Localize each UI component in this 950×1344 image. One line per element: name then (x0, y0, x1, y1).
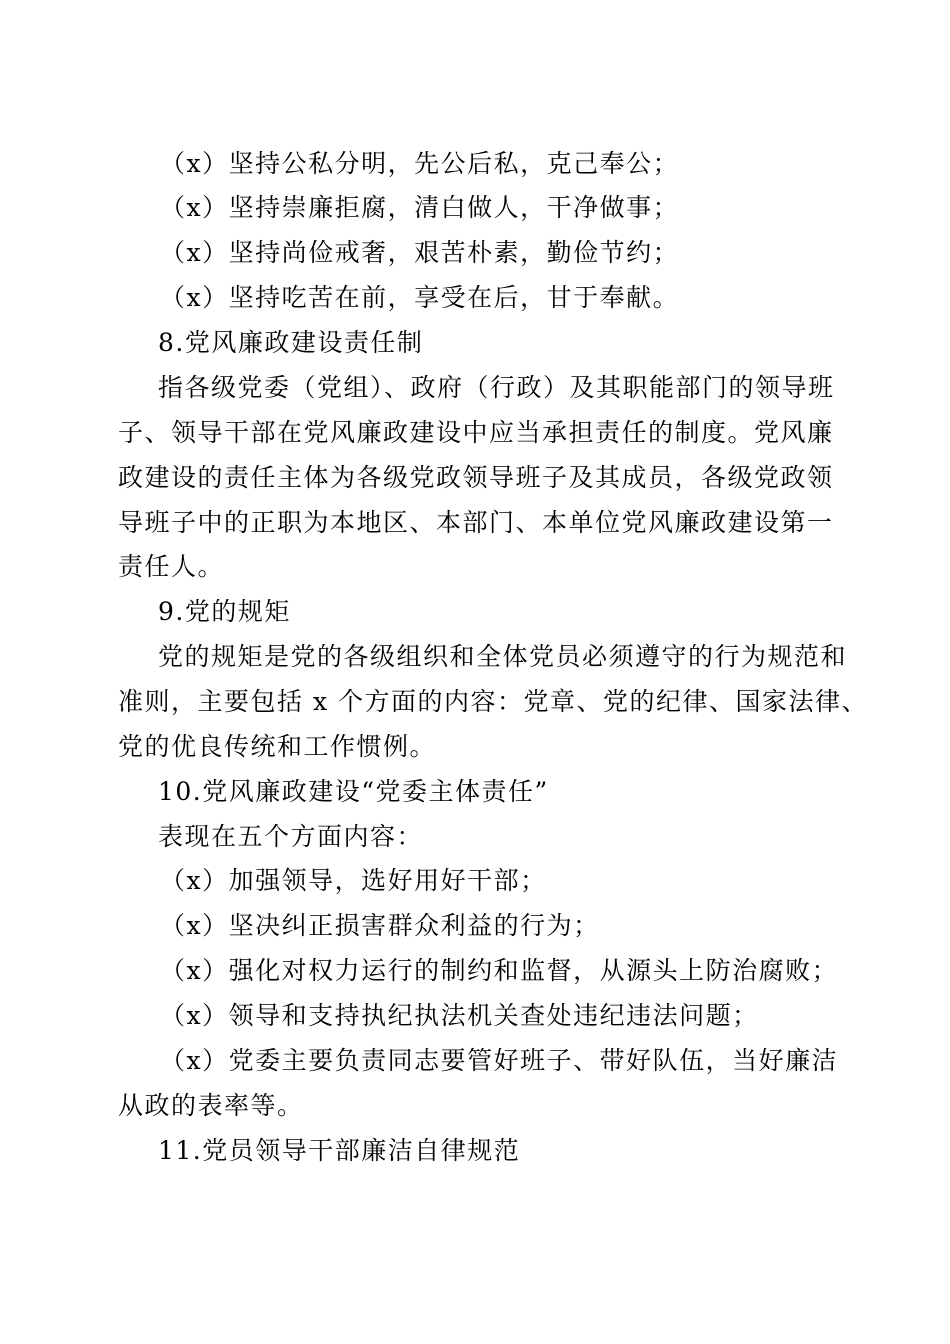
list-item-dedication: （x）坚持吃苦在前，享受在后，甘于奉献。 (160, 283, 680, 312)
list-item-integrity: （x）坚持崇廉拒腐，清白做人，干净做事； (160, 193, 680, 222)
list-item: （x）坚决纠正损害群众利益的行为； (160, 911, 600, 940)
paragraph-line: 子、领导干部在党风廉政建设中应当承担责任的制度。党风廉 (118, 418, 834, 447)
section-heading-10: 10.党风廉政建设“党委主体责任” (158, 777, 549, 806)
list-item: （x）领导和支持执纪执法机关查处违纪违法问题； (160, 1001, 759, 1030)
section-heading-11: 11.党员领导干部廉洁自律规范 (158, 1136, 521, 1165)
paragraph-line: 准则，主要包括 x 个方面的内容：党章、党的纪律、国家法律、 (118, 687, 868, 716)
list-item-impartial: （x）坚持公私分明，先公后私，克己奉公； (160, 149, 680, 178)
list-item: （x）加强领导，选好用好干部； (160, 866, 547, 895)
list-item-frugality: （x）坚持尚俭戒奢，艰苦朴素，勤俭节约； (160, 238, 680, 267)
section-heading-9: 9.党的规矩 (158, 597, 291, 626)
list-item: （x）党委主要负责同志要管好班子、带好队伍，当好廉洁 (160, 1046, 839, 1075)
paragraph-line: 党的规矩是党的各级组织和全体党员必须遵守的行为规范和 (158, 642, 848, 671)
paragraph-line: 导班子中的正职为本地区、本部门、本单位党风廉政建设第一 (118, 508, 834, 537)
list-item-continuation: 从政的表率等。 (118, 1091, 304, 1120)
list-item: （x）强化对权力运行的制约和监督，从源头上防治腐败； (160, 956, 839, 985)
paragraph-line: 责任人。 (118, 552, 225, 581)
paragraph-line: 表现在五个方面内容： (158, 822, 424, 851)
paragraph-line: 党的优良传统和工作惯例。 (118, 732, 437, 761)
section-heading-8: 8.党风廉政建设责任制 (158, 328, 424, 357)
paragraph-line: 政建设的责任主体为各级党政领导班子及其成员，各级党政领 (118, 463, 834, 492)
paragraph-line: 指各级党委（党组）、政府（行政）及其职能部门的领导班 (158, 373, 835, 402)
